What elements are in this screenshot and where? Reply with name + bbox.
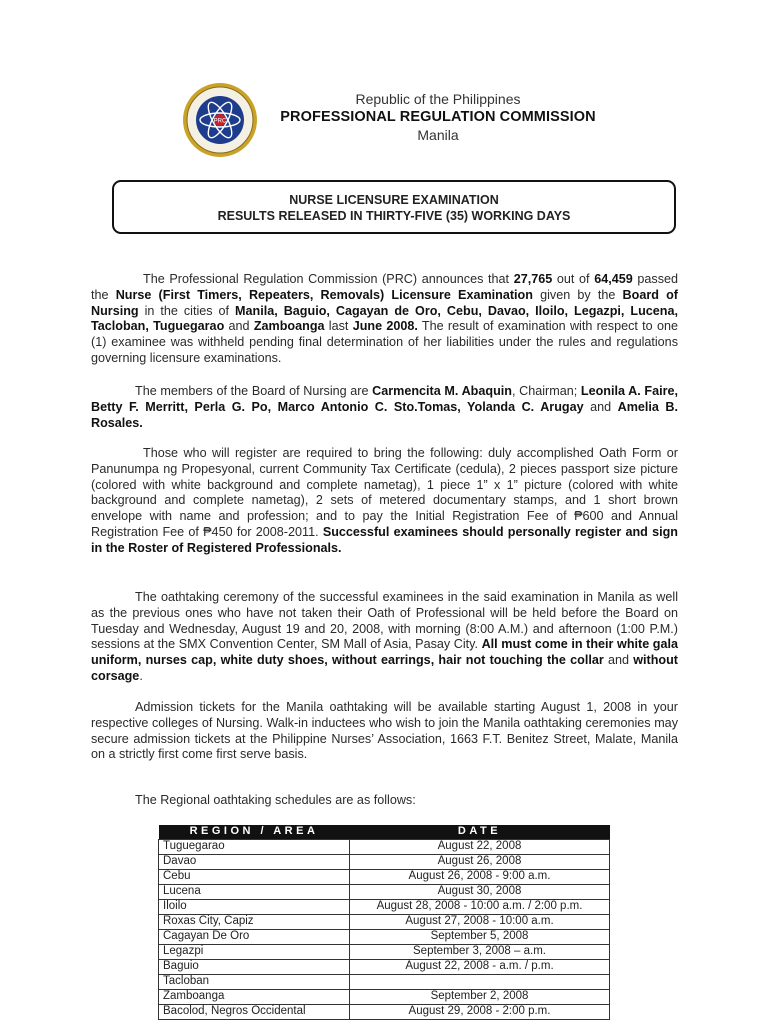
column-header-date: DATE [350,825,610,840]
svg-text:PRC: PRC [213,118,227,125]
table-row [159,990,610,1005]
prc-seal-logo [182,82,258,158]
title-line-2: RESULTS RELEASED IN THIRTY-FIVE (35) WORKING DAYS [217,209,571,223]
paragraph-board-members: The members of the Board of Nursing are Carmencita M. Abaquin, Chairman; Leonila A. Faire, Betty F. Merritt, Perla G. Po, Marco Antonio C. Sto.Tomas, Yolanda C. Arugay and Amelia B. Rosales. [91,384,678,430]
paragraph-registration: Those who will register are required to bring the following: duly accomplished Oath Form or Panunumpa ng Propesyonal, current Community Tax Certificate (cedula), 2 pieces passport size picture (colored with white background and complete nametag), 1 piece 1” x 1” picture (colored with white background and complete nametag), 2 sets of metered documentary stamps, and 1 short brown envelope with name and profession; and to pay the Initial Registration Fee of ₱600 and Annual Registration Fee of ₱450 for 2008-2011. Successful examinees should personally register and sign in the Roster of Registered Professionals. [91,446,679,555]
table-row [159,945,610,960]
table-row [159,1005,610,1020]
date-cell: August 30, 2008 [350,885,610,900]
date-cell: August 22, 2008 [350,840,610,855]
table-row [159,870,610,885]
table-row [159,960,610,975]
table-row [159,855,610,870]
date-cell: August 26, 2008 - 9:00 a.m. [350,870,610,885]
country-name: Republic of the Philippines [355,91,521,107]
region-cell: Tacloban [159,975,350,990]
city-name: Manila [417,127,459,143]
region-cell: Cagayan De Oro [159,930,350,945]
region-cell: Zamboanga [159,990,350,1005]
date-cell: August 27, 2008 - 10:00 a.m. [350,915,610,930]
date-cell: August 26, 2008 [350,855,610,870]
paragraph-oathtaking: The oathtaking ceremony of the successful examinees in the said examination in Manila as well as the previous ones who have not taken their Oath of Professional will be held before the Board on Tuesday and Wednesday, August 19 and 20, 2008, with morning (8:00 A.M.) and afternoon (1:00 P.M.) sessions at the SMX Convention Center, SM Mall of Asia, Pasay City. All must come in their white gala uniform, nurses cap, white duty shoes, without earrings, hair not touching the collar and without corsage. [91,590,678,683]
date-cell: September 2, 2008 [350,990,610,1005]
table-row [159,840,610,855]
date-cell: August 22, 2008 - a.m. / p.m. [350,960,610,975]
region-cell: Roxas City, Capiz [159,915,350,930]
table-header-row [159,825,610,840]
table-row [159,900,610,915]
region-cell: Legazpi [159,945,350,960]
paragraph-regional-intro: The Regional oathtaking schedules are as follows: [135,793,416,807]
paragraph-results: The Professional Regulation Commission (PRC) announces that 27,765 out of 64,459 passed the Nurse (First Timers, Repeaters, Removals) Licensure Examination given by the Board of Nursing in the cities of Manila, Baguio, Cagayan de Oro, Cebu, Davao, Iloilo, Legazpi, Lucena, Tacloban, Tuguegarao and Zamboanga last June 2008. The result of examination with respect to one (1) examinee was withheld pending final determination of her liabilities under the rules and regulations governing licensure examinations. [91,272,678,365]
table-row [159,915,610,930]
table-row [159,885,610,900]
region-cell: Bacolod, Negros Occidental [159,1005,350,1020]
table-row [159,975,610,990]
title-box [112,180,676,234]
letterhead [268,90,608,144]
region-cell: Iloilo [159,900,350,915]
region-cell: Tuguegarao [159,840,350,855]
date-cell: August 28, 2008 - 10:00 a.m. / 2:00 p.m. [350,900,610,915]
region-cell: Cebu [159,870,350,885]
region-cell: Baguio [159,960,350,975]
date-cell: September 5, 2008 [350,930,610,945]
date-cell [350,975,610,990]
regional-schedule-table [158,825,610,1020]
date-cell: August 29, 2008 - 2:00 p.m. [350,1005,610,1020]
column-header-region: REGION / AREA [159,825,350,840]
region-cell: Davao [159,855,350,870]
table-row [159,930,610,945]
paragraph-admission-tickets: Admission tickets for the Manila oathtaking will be available starting August 1, 2008 in your respective colleges of Nursing. Walk-in inductees who wish to join the Manila oathtaking ceremonies may secure admission tickets at the Philippine Nurses’ Association, 1663 F.T. Benitez Street, Malate, Manila on a strictly first come first serve basis. [91,700,678,762]
date-cell: September 3, 2008 – a.m. [350,945,610,960]
title-line-1: NURSE LICENSURE EXAMINATION [289,193,499,207]
region-cell: Lucena [159,885,350,900]
agency-name: PROFESSIONAL REGULATION COMMISSION [280,109,596,125]
